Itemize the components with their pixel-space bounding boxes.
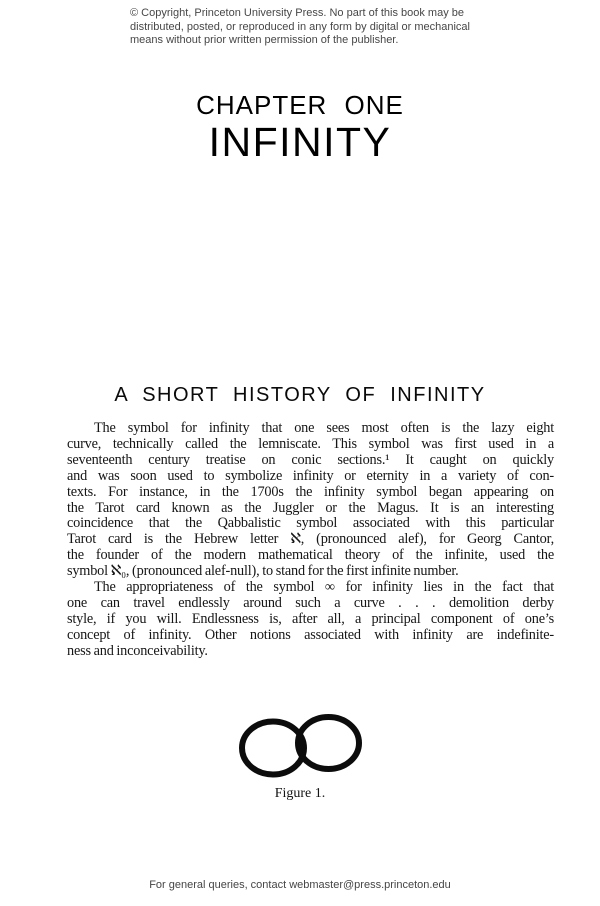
chapter-label: CHAPTER ONE: [196, 90, 404, 120]
body-text-line: the founder of the modern mathematical theory of the infinite, used the: [67, 547, 554, 564]
copyright-line: distributed, posted, or reproduced in any form by digital or mechanical: [130, 20, 470, 33]
body-text-line: texts. For instance, in the 1700s the infinity symbol began appearing on: [67, 483, 554, 500]
body-text-line: and was soon used to symbolize infinity or eternity in a variety of con-: [67, 467, 554, 484]
copyright-notice: [0, 7, 600, 48]
chapter-title: INFINITY: [208, 119, 392, 165]
body-text-line: coincidence that the Qabbalistic symbol associated with this particular: [67, 515, 554, 532]
copyright-line: © Copyright, Princeton University Press. No part of this book may be: [130, 7, 464, 19]
body-text-line: one can travel endlessly around such a curve . . . demolition derby: [67, 594, 554, 611]
copyright-line: means without prior written permission of the publisher.: [130, 34, 399, 46]
body-text-line: Tarot card is the Hebrew letter ℵ, (pronounced alef), for Georg Cantor,: [67, 531, 554, 548]
body-text: [67, 421, 554, 660]
body-text-line: curve, technically called the lemniscate. This symbol was first used in a: [67, 435, 554, 452]
body-text-line: concept of infinity. Other notions associated with infinity are indefinite-: [67, 626, 554, 643]
infinity-symbol-icon: [238, 712, 362, 778]
body-text-line: the Tarot card known as the Juggler or the Magus. It is an interesting: [67, 499, 554, 516]
body-text-line: The symbol for infinity that one sees most often is the lazy eight: [94, 420, 554, 436]
section-heading: A SHORT HISTORY OF INFINITY: [114, 384, 486, 406]
body-text-line: symbol ℵ₀, (pronounced alef-null), to stand for the first infinite number.: [67, 563, 459, 580]
figure-caption: Figure 1.: [274, 786, 326, 801]
body-text-line: style, if you will. Endlessness is, after all, a principal component of one’s: [67, 610, 554, 627]
footer-contact-note: For general queries, contact webmaster@press.princeton.edu: [149, 879, 451, 891]
body-text-line: seventeenth century treatise on conic sections.¹ It caught on quickly: [67, 451, 554, 468]
body-text-line: ness and inconceivability.: [67, 642, 208, 659]
figure-1: [0, 712, 600, 802]
body-text-line: The appropriateness of the symbol ∞ for infinity lies in the fact that: [94, 579, 554, 596]
